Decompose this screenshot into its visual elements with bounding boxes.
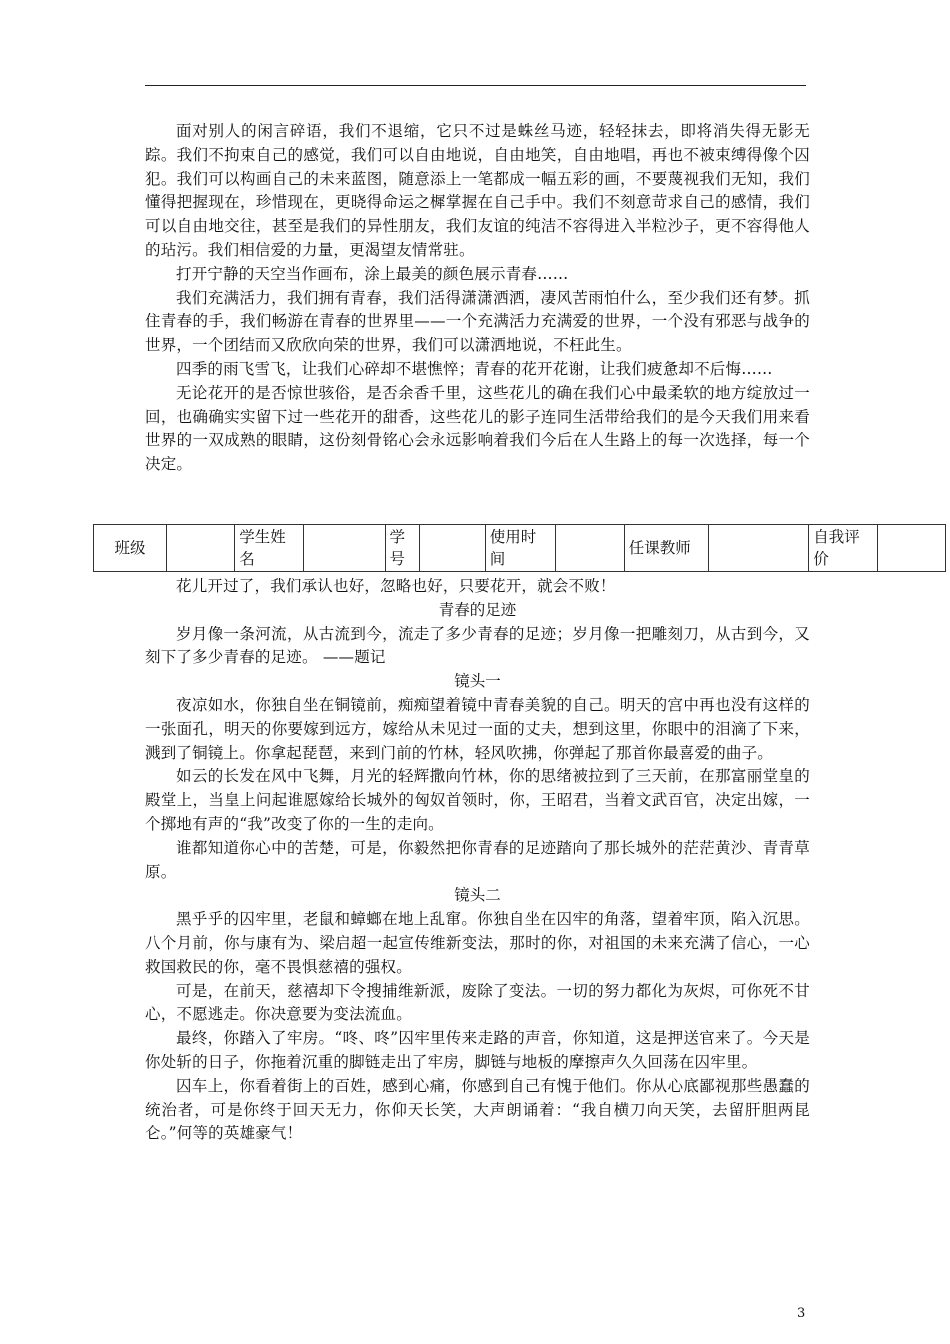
class-label: 班级: [94, 525, 167, 572]
top-text-block: [145, 120, 810, 477]
bottom-text-block: [145, 575, 810, 1146]
paragraph: 面对别人的闲言碎语，我们不退缩，它只不过是蛛丝马迹，轻轻抹去，即将消失得无影无踪。我们不拘束自己的感觉，我们可以自由地说，自由地笑，自由地唱，再也不被束缚得像个囚犯。我们可以构画自己的未来蓝图，随意添上一笔都成一幅五彩的画，不要蔑视我们无知，我们懂得把握现在，珍惜现在，更晓得命运之樨掌握在自己手中。我们不刻意苛求自己的感情，我们可以自由地交往，甚至是我们的异性朋友，我们友谊的纯洁不容得进入半粒沙子，更不容得他人的玷污。我们相信爱的力量，更渴望友情常驻。: [145, 122, 810, 259]
self-eval-field[interactable]: [877, 525, 945, 572]
time-field[interactable]: [556, 525, 624, 572]
scene1-heading: 镜头一: [454, 672, 501, 691]
page-number: 3: [797, 1306, 806, 1321]
student-name-label: 学生姓名: [235, 525, 303, 572]
info-table: [93, 524, 946, 572]
paragraph: 夜凉如水，你独自坐在铜镜前，痴痴望着镜中青春美貌的自己。明天的宫中再也没有这样的一张面孔，明天的你要嫁到远方，嫁给从未见过一面的丈夫，想到这里，你眼中的泪滴了下来，溅到了铜镜上。你拿起琵琶，来到门前的竹林，轻风吹拂，你弹起了那首你最喜爱的曲子。: [145, 695, 810, 762]
paragraph: 如云的长发在风中飞舞，月光的轻辉撒向竹林，你的思绪被拉到了三天前，在那富丽堂皇的殿堂上，当皇上问起谁愿嫁给长城外的匈奴首领时，你，王昭君，当着文武百官，决定出嫁，一个掷地有声的“我”改变了你的一生的走向。: [145, 767, 810, 833]
essay-title: 青春的足迹: [438, 600, 517, 619]
scene2-heading: 镜头二: [454, 886, 501, 905]
paragraph: 最终，你踏入了牢房。“咚、咚”囚牢里传来走路的声音，你知道，这是押送官来了。今天是你处斩的日子，你拖着沉重的脚链走出了牢房，脚链与地板的摩擦声久久回荡在囚牢里。: [145, 1029, 810, 1071]
epigraph: 岁月像一条河流，从古流到今，流走了多少青春的足迹；岁月像一把雕刻刀，从古到今，又刻下了多少青春的足迹。 ——题记: [145, 624, 810, 667]
teacher-field[interactable]: [708, 525, 808, 572]
paragraph: 打开宁静的天空当作画布，涂上最美的颜色展示青春……: [176, 264, 569, 283]
student-id-field[interactable]: [419, 525, 485, 572]
paragraph: 我们充满活力，我们拥有青春，我们活得潇潇洒洒，凄风苦雨怕什么，至少我们还有梦。抓住青春的手，我们畅游在青春的世界里——一个充满活力充满爱的世界，一个没有邪恶与战争的世界，一个团结而又欣欣向荣的世界，我们可以潇洒地说，不枉此生。: [145, 288, 810, 355]
student-name-field[interactable]: [303, 525, 385, 572]
teacher-label: 任课教师: [624, 525, 708, 572]
paragraph: 无论花开的是否惊世骇俗，是否余香千里，这些花儿的确在我们心中最柔软的地方绽放过一回，也确确实实留下过一些花开的甜香，这些花儿的影子连同生活带给我们的是今天我们用来看世界的一双成熟的眼睛，这份刻骨铭心会永远影响着我们今后在人生路上的每一次选择，每一个决定。: [145, 383, 810, 474]
time-label: 使用时间: [485, 525, 556, 572]
paragraph: 四季的雨飞雪飞，让我们心碎却不堪憔悴；青春的花开花谢，让我们疲惫却不后悔……: [176, 359, 773, 378]
paragraph: 囚车上，你看着街上的百姓，感到心痛，你感到自己有愧于他们。你从心底鄙视那些愚蠢的统治者，可是你终于回天无力，你仰天长笑，大声朗诵着：“我自横刀向天笑，去留肝胆两昆仑。”何等的英雄豪气！: [145, 1076, 810, 1143]
paragraph: 黑乎乎的囚牢里，老鼠和蟑螂在地上乱窜。你独自坐在囚牢的角落，望着牢顶，陷入沉思。八个月前，你与康有为、梁启超一起宣传维新变法，那时的你，对祖国的未来充满了信心，一心救国救民的你，毫不畏惧慈禧的强权。: [145, 910, 810, 976]
class-field[interactable]: [166, 525, 234, 572]
student-id-label: 学号: [385, 525, 419, 572]
paragraph: 可是，在前天，慈禧却下令搜捕维新派，废除了变法。一切的努力都化为灰烬，可你死不甘心，不愿逃走。你决意要为变法流血。: [145, 981, 810, 1024]
paragraph: 谁都知道你心中的苦楚，可是，你毅然把你青春的足迹踏向了那长城外的茫茫黄沙、青青草原。: [145, 838, 810, 881]
intro-line: 花儿开过了，我们承认也好，忽略也好，只要花开，就会不败！: [176, 577, 616, 595]
header-rule: [145, 85, 806, 86]
self-eval-label: 自我评价: [809, 525, 877, 572]
